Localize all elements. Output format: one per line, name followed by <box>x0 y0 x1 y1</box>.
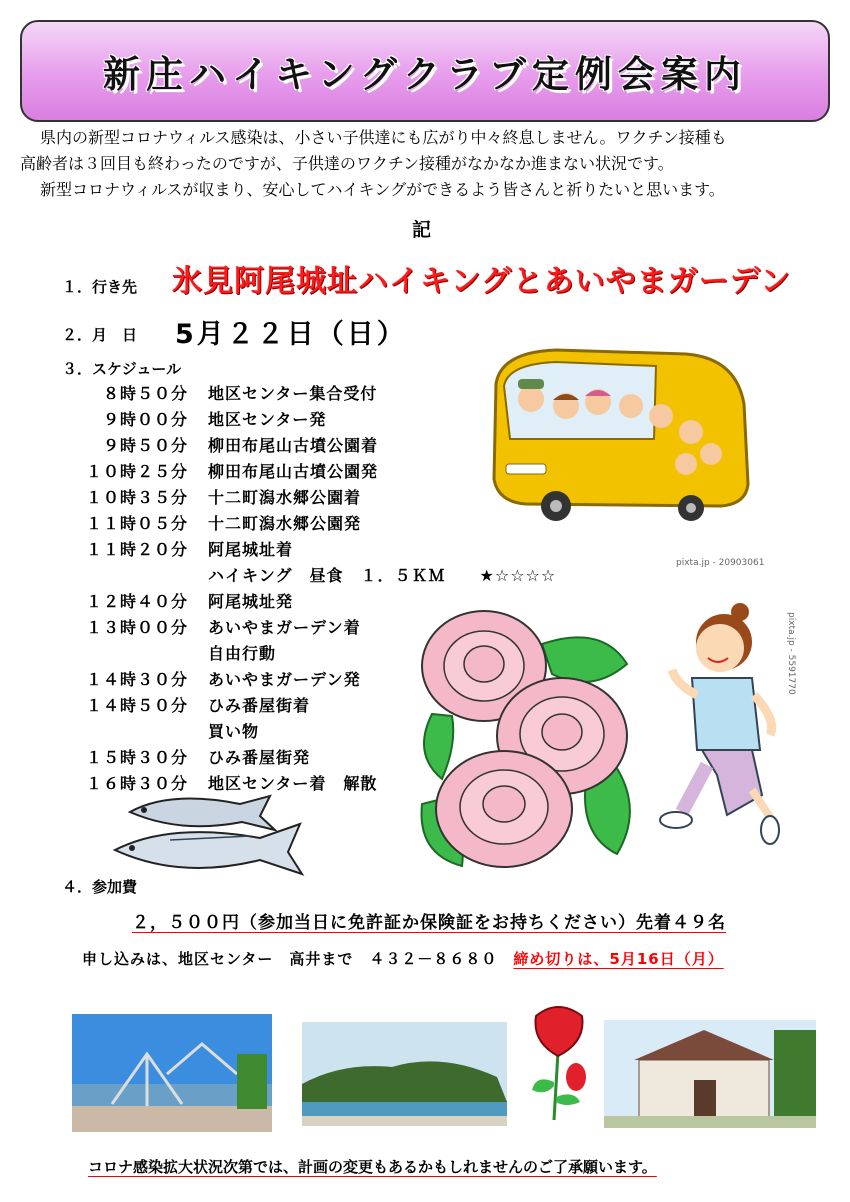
schedule-activity: ひみ番屋街着 <box>208 696 311 715</box>
fee-amount <box>132 908 726 933</box>
fish-illustration <box>110 790 305 882</box>
schedule-activity: 阿尾城址発 <box>208 592 294 611</box>
coast-photo <box>302 1022 507 1126</box>
footer-note: コロナ感染拡大状況次第では、計画の変更もあるかもしれませんのご了承願います。 <box>88 1158 657 1176</box>
schedule-time: １４時３０分 <box>85 670 188 689</box>
schedule-time: ９時５０分 <box>102 436 188 455</box>
schedule-activity: ひみ番屋街発 <box>208 748 311 767</box>
garden-house-photo <box>604 1020 816 1128</box>
intro-line-2: 高齢者は３回目も終わったのですが、子供達のワクチン接種がなかなか進まない状況です。 <box>20 154 674 173</box>
schedule-activity: 柳田布尾山古墳公園発 <box>208 462 379 481</box>
schedule-time: １０時３５分 <box>85 488 188 507</box>
schedule-activity: 阿尾城址着 <box>208 540 294 559</box>
ki-heading: 記 <box>412 219 432 241</box>
schedule-activity: 十二町潟水郷公園発 <box>208 514 362 533</box>
date-label: ２．月 日 <box>62 326 138 344</box>
schedule-activity: 買い物 <box>208 722 260 741</box>
schedule-time: １１時２０分 <box>85 540 188 559</box>
deadline-text: 締め切りは、5月16日（月） <box>513 950 724 968</box>
schedule-time: ８時５０分 <box>102 384 188 403</box>
fee-label: ４．参加費 <box>62 878 138 896</box>
walker-watermark: pixta.jp - 5591770 <box>786 612 796 695</box>
schedule-time: １４時５０分 <box>85 696 188 715</box>
title-banner <box>20 20 830 122</box>
page-title: 新庄ハイキングクラブ定例会案内 <box>103 53 747 96</box>
schedule-activity: ハイキング 昼食 １．５ＫＭ ★☆☆☆☆ <box>208 566 557 585</box>
schedule-activity: 地区センター着 解散 <box>208 774 378 793</box>
destination-label: １．行き先 <box>62 278 138 296</box>
schedule-label: ３．スケジュール <box>62 360 182 378</box>
schedule-time: １１時０５分 <box>85 514 188 533</box>
schedule-time: １５時３０分 <box>85 748 188 767</box>
schedule-activity: 地区センター発 <box>208 410 327 429</box>
schedule-time: １０時２５分 <box>85 462 188 481</box>
intro-line-1: 県内の新型コロナウィルス感染は、小さい子供達にも広がり中々終息しません。ワクチン接種も <box>40 128 727 147</box>
rose-illustration <box>412 604 642 874</box>
schedule-time: １６時３０分 <box>85 774 188 793</box>
garden-house-scene-icon <box>604 1020 816 1128</box>
bus-illustration <box>486 344 756 524</box>
destination-value: 氷見阿尾城址ハイキングとあいやまガーデン <box>172 264 792 299</box>
coast-scene-icon <box>302 1022 507 1126</box>
bridge-photo <box>72 1014 272 1132</box>
schedule-activity: あいやまガーデン発 <box>208 670 361 689</box>
date-value: 5月２２日（日） <box>175 319 407 350</box>
schedule-time: １２時４０分 <box>85 592 188 611</box>
schedule-activity: 地区センター集合受付 <box>208 384 378 403</box>
schedule-activity: 柳田布尾山古墳公園着 <box>208 436 379 455</box>
schedule-activity: 自由行動 <box>208 644 277 663</box>
schedule-activity: あいやまガーデン着 <box>208 618 361 637</box>
red-rose-icon <box>528 1002 590 1120</box>
walking-woman-illustration <box>652 600 787 845</box>
application-text: 申し込みは、地区センター 高井まで ４３２－８６８０ <box>82 950 498 968</box>
application-line <box>82 948 724 969</box>
schedule-activity: 十二町潟水郷公園着 <box>208 488 362 507</box>
schedule-time: ９時００分 <box>102 410 188 429</box>
schedule-time: １３時００分 <box>85 618 188 637</box>
bridge-scene-icon <box>72 1014 272 1132</box>
fee-amount-text: ２，５００円（参加当日に免許証か保険証をお持ちください）先着４９名 <box>132 913 726 933</box>
intro-line-3: 新型コロナウィルスが収まり、安心してハイキングができるよう皆さんと祈りたいと思います。 <box>40 180 725 199</box>
bus-watermark: pixta.jp - 20903061 <box>676 558 765 568</box>
